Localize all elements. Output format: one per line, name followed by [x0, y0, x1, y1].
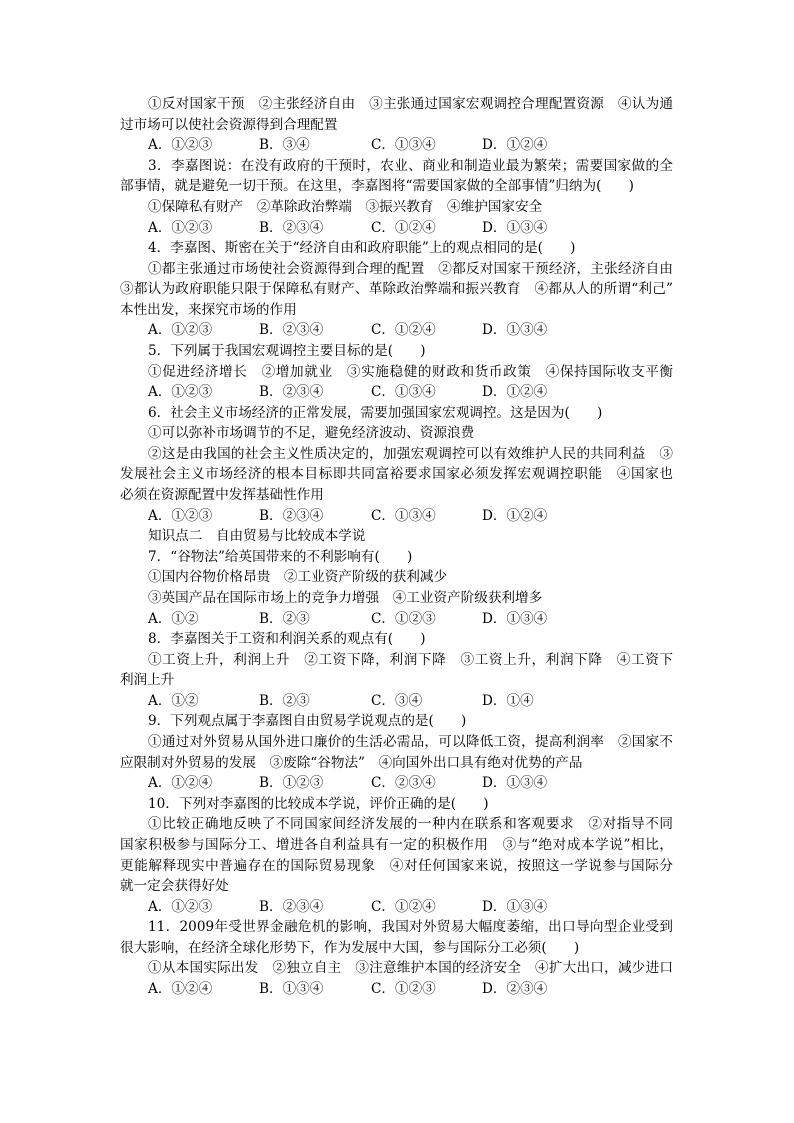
text-line: 国家积极参与国际分工、增进各自利益具有一定的积极作用 ③与“绝对成本学说”相比， — [120, 836, 673, 853]
text-line: 应限制对外贸易的发展 ③废除“谷物法” ④向国外出口具有绝对优势的产品 — [120, 754, 583, 771]
option-b: B．②③ — [259, 692, 310, 709]
text-line: 6．社会主义市场经济的正常发展，需要加强国家宏观调控。这是因为( ) — [148, 404, 603, 421]
option-a: A．①② — [148, 692, 199, 709]
option-c: C．①③④ — [371, 137, 436, 154]
text-line: 9．下列观点属于李嘉图自由贸易学说观点的是( ) — [148, 713, 467, 730]
option-a: A．①②③ — [148, 137, 213, 154]
option-a: A．①②④ — [148, 775, 213, 792]
option-d: D．①③④ — [482, 775, 548, 792]
option-a: A．①②③ — [148, 384, 213, 401]
option-b: B．②③④ — [259, 322, 324, 339]
option-c: C．①②④ — [371, 219, 436, 236]
text-line: 11．2009年受世界金融危机的影响，我国对外贸易大幅度萎缩，出口导向型企业受到 — [148, 919, 673, 936]
text-line: 利润上升 — [120, 672, 175, 689]
option-c: C．①②④ — [371, 322, 436, 339]
option-b: B．②③④ — [259, 898, 324, 915]
text-line: 8．李嘉图关于工资和利润关系的观点有( ) — [148, 631, 426, 648]
option-d: D．①④ — [482, 692, 534, 709]
option-a: A．①②③ — [148, 322, 213, 339]
text-line: ①比较正确地反映了不同国家间经济发展的一种内在联系和客观要求 ②对指导不同 — [148, 816, 673, 833]
option-b: B．②③④ — [259, 219, 324, 236]
text-line: 10．下列对李嘉图的比较成本学说，评价正确的是( ) — [148, 795, 489, 812]
option-a: A．①②③ — [148, 507, 213, 524]
option-a: A．①②④ — [148, 980, 213, 997]
text-line: ①都主张通过市场使社会资源得到合理的配置 ②都反对国家干预经济，主张经济自由 — [148, 260, 673, 277]
option-b: B．②③ — [259, 610, 310, 627]
option-d: D．①③④ — [482, 610, 548, 627]
option-d: D．①②④ — [482, 384, 548, 401]
text-line: ①工资上升，利润上升 ②工资下降，利润下降 ③工资上升，利润下降 ④工资下 — [148, 651, 673, 668]
section-heading: 知识点二 自由贸易与比较成本学说 — [148, 528, 366, 545]
text-line: ①促进经济增长 ②增加就业 ③实施稳健的财政和货币政策 ④保持国际收支平衡 — [148, 363, 673, 380]
option-c: C．①②③ — [371, 610, 436, 627]
text-line: 5．下列属于我国宏观调控主要目标的是( ) — [148, 343, 426, 359]
text-line: 很大影响，在经济全球化形势下，作为发展中大国，参与国际分工必须( ) — [120, 939, 580, 956]
option-c: C．①③④ — [371, 507, 436, 524]
option-d: D．②③④ — [482, 980, 548, 997]
option-d: D．①③④ — [482, 322, 548, 339]
text-line: ①可以弥补市场调节的不足，避免经济波动、资源浪费 — [148, 425, 475, 442]
option-b: B．①③④ — [259, 980, 324, 997]
text-line: 必须在资源配置中发挥基础性作用 — [120, 487, 324, 503]
text-line: 7．“谷物法”给英国带来的不利影响有( ) — [148, 548, 413, 565]
text-line: ①国内谷物价格昂贵 ②工业资产阶级的获利减少 — [148, 569, 448, 586]
option-c: C．②③④ — [371, 775, 436, 792]
option-d: D．①③④ — [482, 898, 548, 915]
text-line: 4．李嘉图、斯密在关于“经济自由和政府职能”上的观点相同的是( ) — [148, 240, 576, 257]
option-a: A．①② — [148, 610, 199, 627]
text-line: 就一定会获得好处 — [120, 878, 229, 894]
option-b: B．①②③ — [259, 775, 324, 792]
text-line: 3．李嘉图说：在没有政府的干预时，农业、商业和制造业最为繁荣；需要国家做的全 — [148, 157, 673, 174]
option-c: C．①③④ — [371, 384, 436, 401]
option-d: D．①②④ — [482, 137, 548, 154]
text-line: ①通过对外贸易从国外进口廉价的生活必需品，可以降低工资，提高利润率 ②国家不 — [148, 734, 673, 750]
text-line: ①从本国实际出发 ②独立自主 ③注意维护本国的经济安全 ④扩大出口，减少进口 — [148, 960, 673, 977]
text-line: 过市场可以使社会资源得到合理配置 — [120, 116, 338, 133]
text-line: ③都认为政府职能只限于保障私有财产、革除政治弊端和振兴教育 ④都从人的所谓“利己” — [120, 281, 673, 298]
text-line: ③英国产品在国际市场上的竞争力增强 ④工业资产阶级获利增多 — [148, 589, 543, 606]
option-b: B．②③④ — [259, 384, 324, 401]
text-line: ②这是由我国的社会主义性质决定的，加强宏观调控可以有效维护人民的共同利益 ③ — [148, 445, 673, 462]
text-line: 更能解释现实中普遍存在的国际贸易现象 ④对任何国家来说，按照这一学说参与国际分 — [120, 857, 673, 874]
option-d: D．①③④ — [482, 219, 548, 236]
option-a: A．①②③ — [148, 898, 213, 915]
option-c: C．①②④ — [371, 898, 436, 915]
option-b: B．③④ — [259, 137, 310, 154]
text-line: 部事情，就是避免一切干预。在这里，李嘉图将“需要国家做的全部事情”归纳为( ) — [120, 178, 634, 195]
text-line: 本性出发，来探究市场的作用 — [120, 301, 297, 318]
text-line: ①反对国家干预 ②主张经济自由 ③主张通过国家宏观调控合理配置资源 ④认为通 — [148, 96, 673, 112]
option-b: B．②③④ — [259, 507, 324, 524]
option-c: C．①②③ — [371, 980, 436, 997]
option-d: D．①②④ — [482, 507, 548, 524]
option-c: C．③④ — [371, 692, 423, 709]
text-line: 发展社会主义市场经济的根本目标即共同富裕要求国家必须发挥宏观调控职能 ④国家也 — [120, 466, 673, 483]
option-a: A．①②③ — [148, 219, 213, 236]
text-line: ①保障私有财产 ②革除政治弊端 ③振兴教育 ④维护国家安全 — [148, 198, 543, 215]
